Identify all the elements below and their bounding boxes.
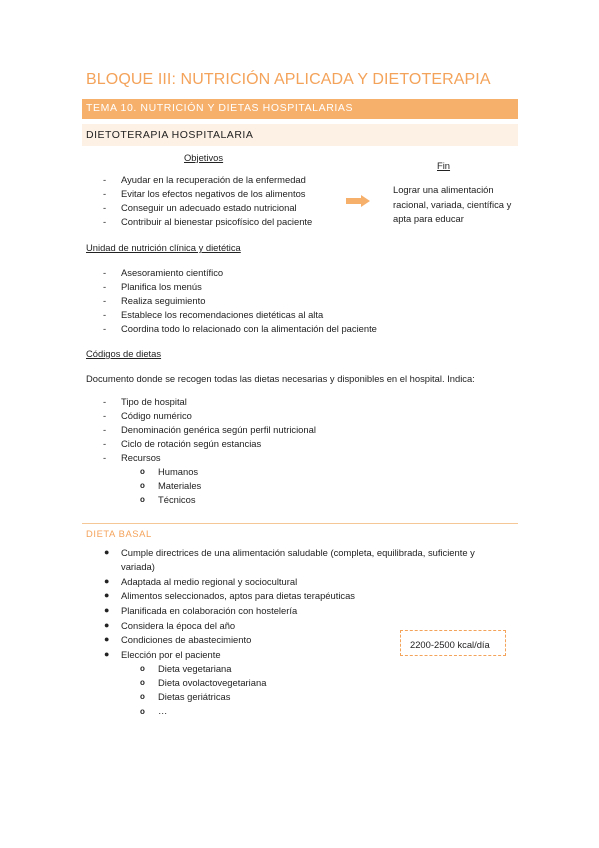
right-arrow-icon [346, 194, 370, 212]
kcal-value: 2200-2500 kcal/día [410, 639, 490, 650]
fin-line: Lograr una alimentación [393, 184, 494, 195]
basal-item: Alimentos seleccionados, aptos para dietas terapéuticas [121, 590, 355, 601]
dash-marker: - [103, 396, 107, 407]
codigos-item: Recursos [121, 452, 161, 463]
dash-marker: - [103, 188, 107, 199]
recursos-subitem: Técnicos [158, 494, 196, 505]
kcal-callout [400, 630, 506, 656]
recursos-subitem: Materiales [158, 480, 202, 491]
bullet-icon: ● [104, 634, 110, 644]
basal-item: Cumple directrices de una alimentación saludable (completa, equilibrada, suficiente y [121, 547, 475, 558]
dash-marker: - [103, 295, 107, 306]
codigos-item: Ciclo de rotación según estancias [121, 438, 262, 449]
section-title: DIETOTERAPIA HOSPITALARIA [86, 129, 254, 141]
unidad-item: Coordina todo lo relacionado con la alimentación del paciente [121, 323, 377, 334]
objetivo-item: Conseguir un adecuado estado nutricional [121, 202, 297, 213]
circle-bullet-icon: o [140, 692, 145, 701]
tema-banner [82, 99, 518, 119]
fin-heading: Fin [437, 160, 451, 171]
codigos-heading: Códigos de dietas [86, 348, 162, 359]
circle-bullet-icon: o [140, 707, 145, 716]
bullet-icon: ● [104, 605, 110, 615]
dash-marker: - [103, 323, 107, 334]
objetivo-item: Ayudar en la recuperación de la enfermedad [121, 174, 306, 185]
unidad-item: Realiza seguimiento [121, 295, 206, 306]
dash-marker: - [103, 267, 107, 278]
circle-bullet-icon: o [140, 678, 145, 687]
codigos-item: Denominación genérica según perfil nutricional [121, 424, 316, 435]
bullet-icon: ● [104, 590, 110, 600]
unidad-heading: Unidad de nutrición clínica y dietética [86, 242, 241, 253]
eleccion-subitem: Dietas geriátricas [158, 691, 231, 702]
unidad-item: Establece los recomendaciones dietéticas al alta [121, 309, 324, 320]
circle-bullet-icon: o [140, 481, 145, 490]
section-divider [82, 523, 518, 524]
objetivo-item: Evitar los efectos negativos de los alimentos [121, 188, 306, 199]
section-banner [82, 124, 518, 146]
eleccion-subitem: … [158, 705, 168, 716]
bullet-icon: ● [104, 576, 110, 586]
dash-marker: - [103, 309, 107, 320]
dash-marker: - [103, 281, 107, 292]
dash-marker: - [103, 452, 107, 463]
codigos-item: Tipo de hospital [121, 396, 187, 407]
circle-bullet-icon: o [140, 467, 145, 476]
bullet-icon: ● [104, 649, 110, 659]
dash-marker: - [103, 438, 107, 449]
basal-item: Considera la época del año [121, 620, 236, 631]
eleccion-subitem: Dieta ovolactovegetariana [158, 677, 267, 688]
codigos-intro: Documento donde se recogen todas las dietas necesarias y disponibles en el hospital. Indica: [86, 373, 475, 384]
dash-marker: - [103, 424, 107, 435]
bullet-icon: ● [104, 547, 110, 557]
dash-marker: - [103, 216, 107, 227]
unidad-item: Asesoramiento científico [121, 267, 224, 278]
basal-item: Adaptada al medio regional y sociocultural [121, 576, 298, 587]
basal-item-continuation: variada) [121, 561, 155, 572]
objetivo-item: Contribuir al bienestar psicofísico del paciente [121, 216, 313, 227]
basal-item: Elección por el paciente [121, 649, 221, 660]
circle-bullet-icon: o [140, 495, 145, 504]
recursos-subitem: Humanos [158, 466, 199, 477]
unidad-item: Planifica los menús [121, 281, 202, 292]
bullet-icon: ● [104, 620, 110, 630]
page-title: BLOQUE III: NUTRICIÓN APLICADA Y DIETOTERAPIA [86, 71, 491, 88]
objetivos-heading: Objetivos [184, 152, 224, 163]
basal-item: Planificada en colaboración con hostelería [121, 605, 298, 616]
eleccion-subitem: Dieta vegetariana [158, 663, 232, 674]
dash-marker: - [103, 174, 107, 185]
fin-line: apta para educar [393, 213, 464, 224]
tema-title: TEMA 10. NUTRICIÓN Y DIETAS HOSPITALARIAS [86, 102, 354, 114]
circle-bullet-icon: o [140, 664, 145, 673]
dash-marker: - [103, 410, 107, 421]
codigos-item: Código numérico [121, 410, 192, 421]
dash-marker: - [103, 202, 107, 213]
basal-item: Condiciones de abastecimiento [121, 634, 252, 645]
basal-heading: DIETA BASAL [86, 528, 152, 539]
fin-line: racional, variada, científica y [393, 199, 512, 210]
